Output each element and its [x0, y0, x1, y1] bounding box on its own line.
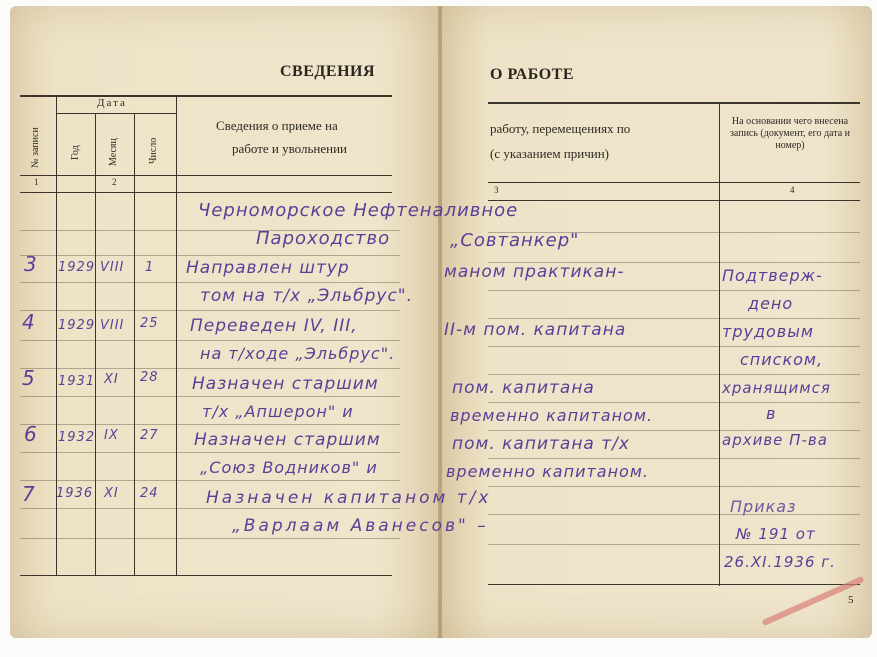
entry-7-left-2: „Варлаам Аванесов" –	[232, 516, 489, 536]
org-name-3: „Совтанкер"	[450, 230, 580, 251]
entry-3-right-1: маном практикан-	[444, 262, 625, 282]
header-basis: На основании чего внесена запись (документ, его дата и номер)	[729, 116, 851, 151]
entry-7-month: XI	[104, 486, 119, 501]
entry-5-left-2: т/х „Апшерон" и	[202, 402, 354, 421]
header-info-left-1: Сведения о приеме на	[216, 118, 338, 133]
basis-text	[722, 262, 864, 454]
entry-6-right-1: пом. капитана т/х	[452, 434, 630, 454]
row-rule	[488, 458, 860, 459]
entry-3-no: 3	[24, 252, 38, 276]
table-header-rule-left	[20, 175, 392, 176]
book-spine	[438, 6, 442, 638]
header-info-right-2: (с указанием причин)	[490, 146, 609, 161]
order-line: Приказ	[730, 497, 797, 516]
entry-4-left-2: на т/ходе „Эльбрус".	[200, 344, 396, 363]
entry-5-day: 28	[140, 370, 159, 385]
entry-5-year: 1931	[58, 374, 96, 389]
order-line: 26.XI.1936 г.	[724, 553, 836, 571]
row-rule	[20, 538, 400, 539]
basis-line: списком,	[740, 350, 824, 369]
row-rule	[20, 452, 400, 453]
vline-1	[56, 95, 57, 575]
row-rule	[20, 480, 400, 481]
row-rule	[488, 486, 860, 487]
entry-6-left-2: „Союз Водников" и	[200, 458, 378, 477]
entry-3-day: 1	[145, 260, 155, 275]
vline-3	[134, 113, 135, 575]
entry-6-month: IX	[104, 428, 119, 443]
entry-6-right-2: временно капитаном.	[446, 462, 649, 481]
order-text	[724, 494, 866, 576]
colnum-1: 1	[34, 177, 39, 187]
entry-7-day: 24	[140, 486, 159, 501]
table-top-rule-right	[488, 102, 860, 104]
row-rule	[20, 424, 400, 425]
entry-5-right-1: пом. капитана	[452, 378, 595, 398]
header-month: Месяц	[108, 138, 119, 166]
entry-5-left-1: Назначен старшим	[192, 374, 379, 394]
entry-6-no: 6	[24, 422, 38, 446]
row-rule	[20, 282, 400, 283]
table-bottom-rule-left	[20, 575, 392, 576]
entry-7-left-1: Назначен капитаном т/х	[206, 488, 492, 508]
entry-3-left-1: Направлен штур	[186, 258, 350, 278]
entry-4-month: VIII	[100, 318, 125, 333]
entry-5-month: XI	[104, 372, 119, 387]
vline-4	[176, 95, 177, 575]
basis-line: архиве П-ва	[722, 431, 828, 449]
heading-right: О РАБОТЕ	[490, 66, 574, 83]
header-year: Год	[70, 145, 81, 160]
header-info-right-1: работу, перемещениях по	[490, 121, 631, 136]
row-rule	[20, 340, 400, 341]
org-name-2: Пароходство	[256, 228, 391, 249]
entry-7-year: 1936	[56, 486, 94, 501]
order-line: № 191 от	[736, 525, 816, 543]
vline-2	[95, 113, 96, 575]
row-rule	[20, 310, 400, 311]
entry-4-right-1: II-м пом. капитана	[444, 320, 627, 340]
header-day: Число	[148, 137, 159, 164]
heading-left: СВЕДЕНИЯ	[280, 63, 376, 80]
page-number: 5	[848, 594, 854, 606]
entry-4-day: 25	[140, 316, 159, 331]
colnum-3: 3	[494, 185, 499, 195]
entry-7-no: 7	[22, 482, 36, 506]
entry-6-day: 27	[140, 428, 159, 443]
entry-4-year: 1929	[58, 318, 96, 333]
colnum-4: 4	[790, 185, 795, 195]
basis-line: в	[766, 404, 777, 423]
header-record-no: № записи	[30, 127, 41, 168]
header-date: Дата	[97, 97, 127, 109]
table-bottom-rule-right	[488, 584, 860, 585]
table-top-rule-left	[20, 95, 392, 97]
entry-3-year: 1929	[58, 260, 96, 275]
row-rule	[20, 368, 400, 369]
table-header-rule-right	[488, 182, 860, 183]
row-rule	[20, 255, 400, 256]
entry-5-right-2: временно капитаном.	[450, 406, 653, 425]
entry-3-left-2: том на т/х „Эльбрус".	[200, 286, 414, 306]
entry-6-left-1: Назначен старшим	[194, 430, 381, 450]
org-name-1: Черноморское Нефтеналивное	[198, 200, 519, 221]
basis-line: хранящимся	[722, 379, 831, 397]
entry-6-year: 1932	[58, 430, 96, 445]
header-info-left-2: работе и увольнении	[232, 141, 348, 156]
entry-4-left-1: Переведен IV, III,	[190, 316, 358, 336]
entry-3-month: VIII	[100, 260, 125, 275]
entry-4-no: 4	[22, 310, 36, 334]
table-colnum-rule-left	[20, 192, 392, 193]
table-colnum-rule-right	[488, 200, 860, 201]
entry-5-no: 5	[22, 366, 36, 390]
row-rule	[20, 508, 400, 509]
basis-line: трудовым	[722, 322, 814, 341]
colnum-2: 2	[112, 177, 117, 187]
row-rule	[20, 396, 400, 397]
basis-line: дено	[748, 294, 794, 313]
basis-line: Подтверж-	[722, 266, 823, 285]
date-subrule	[56, 113, 176, 114]
